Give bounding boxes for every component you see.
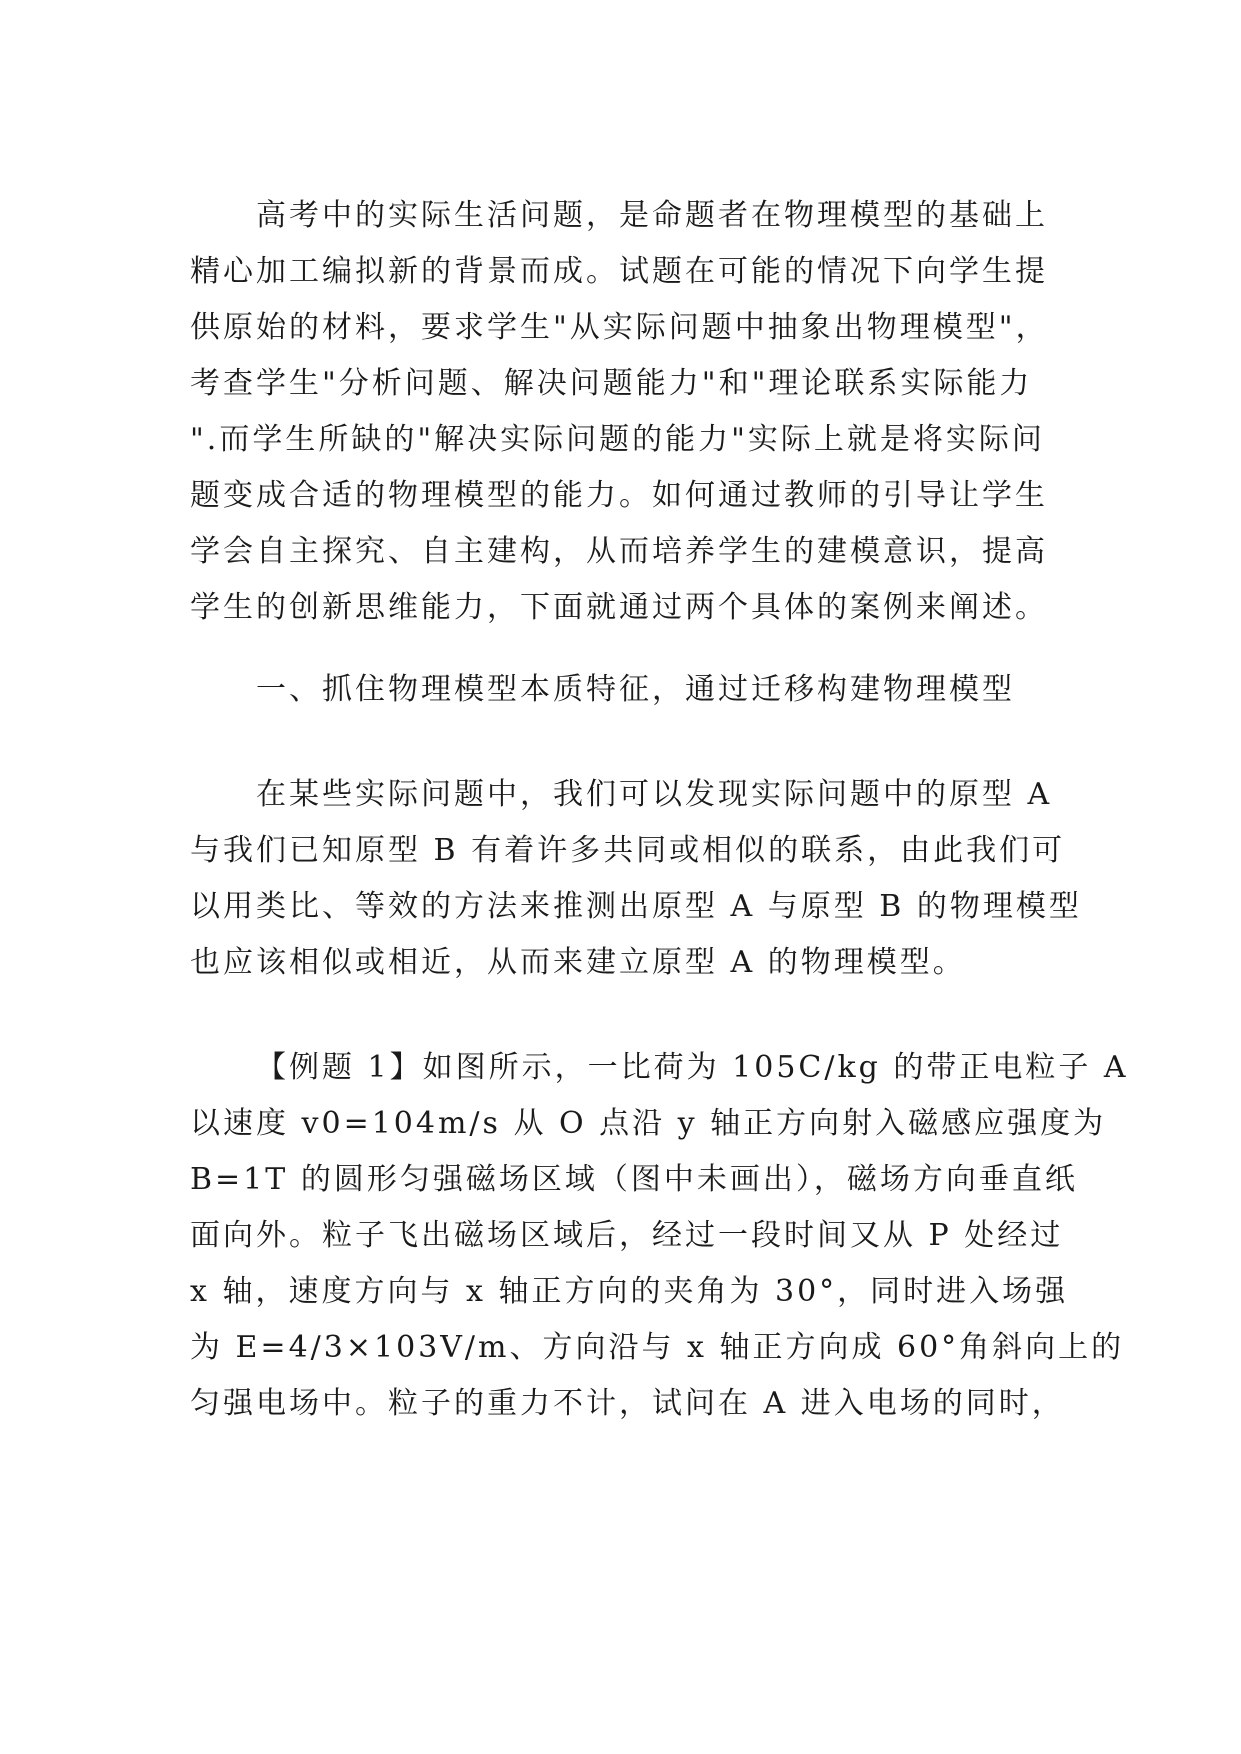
example-1-line-4: 面向外。粒子飞出磁场区域后，经过一段时间又从 P 处经过	[190, 1218, 1064, 1253]
paragraph-3-line-1: 在某些实际问题中，我们可以发现实际问题中的原型 A	[256, 777, 1053, 812]
paragraph-1-line-4: 考查学生"分析问题、解决问题能力"和"理论联系实际能力	[190, 366, 1033, 401]
example-1-line-3: B=1T 的圆形匀强磁场区域（图中未画出），磁场方向垂直纸	[190, 1162, 1078, 1197]
paragraph-1-line-5: ".而学生所缺的"解决实际问题的能力"实际上就是将实际问	[190, 422, 1045, 457]
example-1-line-7: 匀强电场中。粒子的重力不计，试问在 A 进入电场的同时，	[190, 1386, 1065, 1421]
example-1-line-2: 以速度 v0=104m/s 从 O 点沿 y 轴正方向射入磁感应强度为	[190, 1106, 1107, 1141]
paragraph-1-line-6: 题变成合适的物理模型的能力。如何通过教师的引导让学生	[190, 478, 1048, 513]
example-1-line-1: 【例题 1】如图所示，一比荷为 105C/kg 的带正电粒子 A	[256, 1050, 1129, 1085]
example-1-line-5: x 轴，速度方向与 x 轴正方向的夹角为 30°，同时进入场强	[190, 1274, 1069, 1309]
section-heading: 一、抓住物理模型本质特征，通过迁移构建物理模型	[256, 672, 1015, 707]
paragraph-1-line-2: 精心加工编拟新的背景而成。试题在可能的情况下向学生提	[190, 254, 1048, 289]
paragraph-1-line-8: 学生的创新思维能力，下面就通过两个具体的案例来阐述。	[190, 590, 1048, 625]
paragraph-1-line-3: 供原始的材料，要求学生"从实际问题中抽象出物理模型"，	[190, 310, 1049, 345]
paragraph-3-line-3: 以用类比、等效的方法来推测出原型 A 与原型 B 的物理模型	[190, 889, 1082, 924]
paragraph-1-line-7: 学会自主探究、自主建构，从而培养学生的建模意识，提高	[190, 534, 1048, 569]
paragraph-3-line-2: 与我们已知原型 B 有着许多共同或相似的联系，由此我们可	[190, 833, 1066, 868]
paragraph-3-line-4: 也应该相似或相近，从而来建立原型 A 的物理模型。	[190, 945, 966, 980]
paragraph-1-line-1: 高考中的实际生活问题，是命题者在物理模型的基础上	[256, 198, 1048, 233]
example-1-line-6: 为 E=4/3×103V/m、方向沿与 x 轴正方向成 60°角斜向上的	[190, 1330, 1125, 1365]
